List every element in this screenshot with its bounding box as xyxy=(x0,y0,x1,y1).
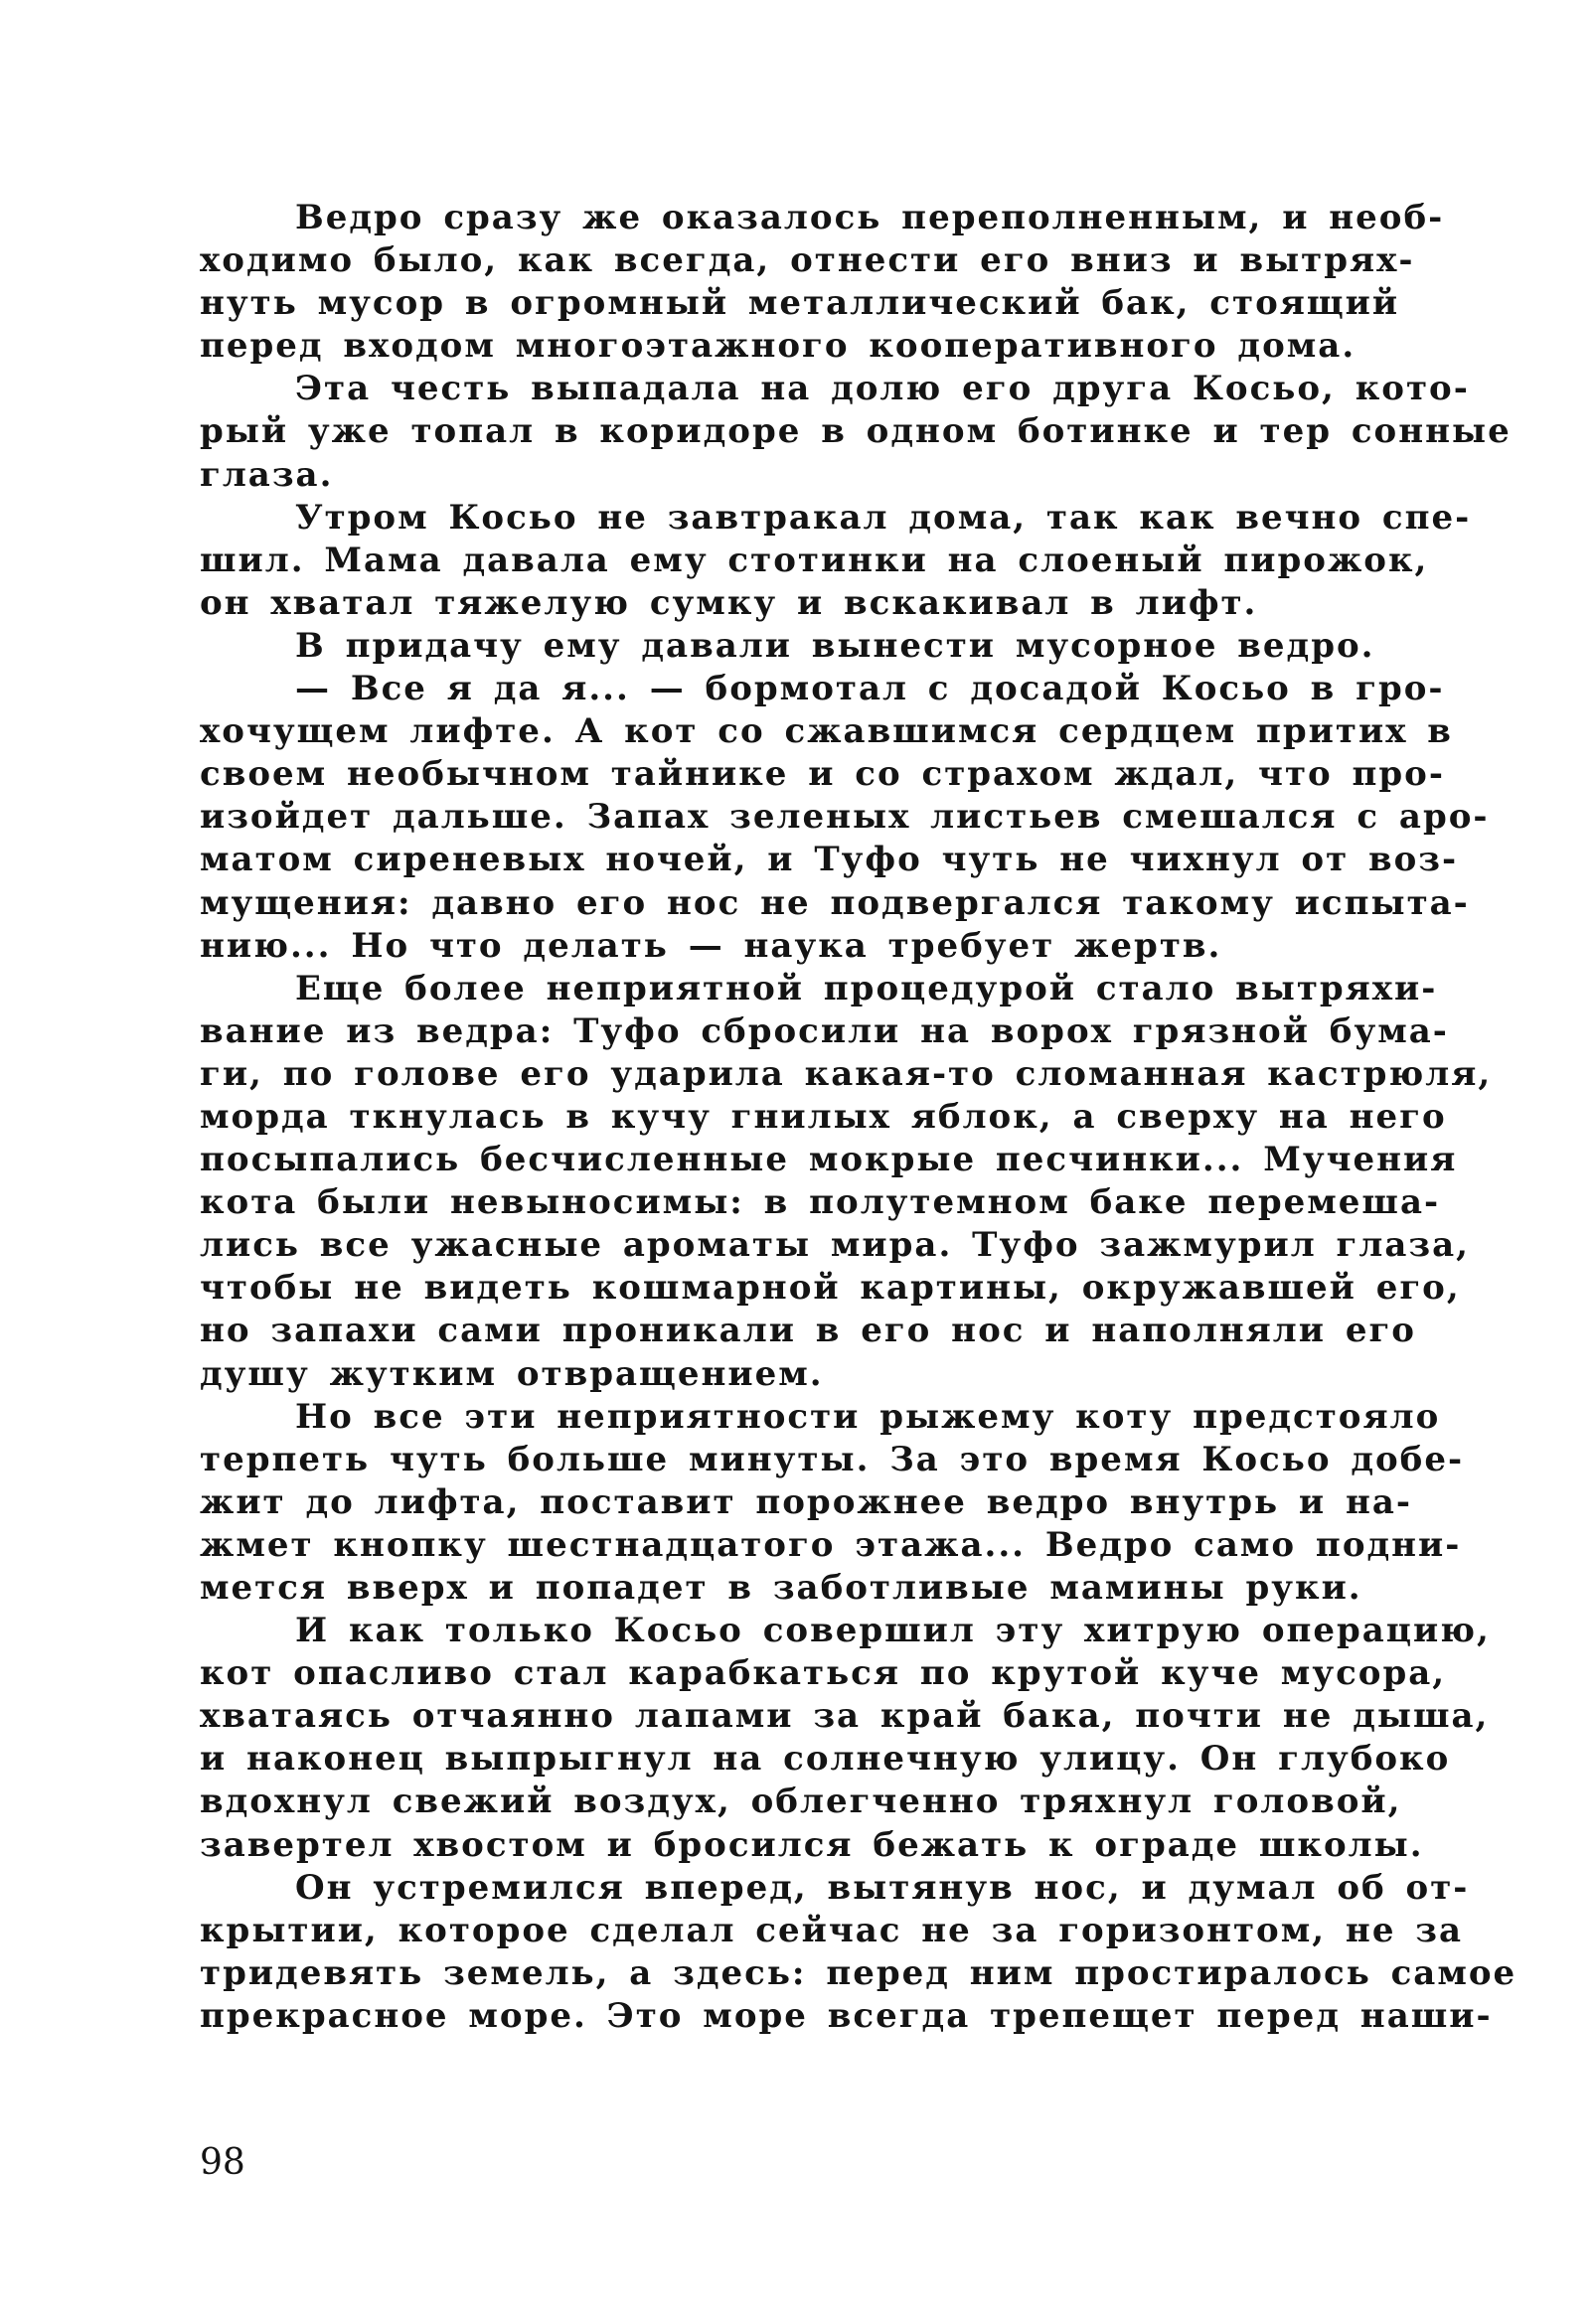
page-number: 98 xyxy=(200,2142,245,2183)
text-line: хочущем лифте. А кот со сжавшимся сердцем притих в xyxy=(200,711,1453,752)
text-line: мется вверх и попадет в заботливые мамины руки. xyxy=(200,1568,1362,1608)
text-line: нию... Но что делать — наука требует жертв. xyxy=(200,925,1222,966)
body-text xyxy=(200,197,1517,2038)
text-line: душу жутким отвращением. xyxy=(200,1353,824,1394)
text-line: изойдет дальше. Запах зеленых листьев смешался с аро- xyxy=(200,797,1490,838)
text-line: терпеть чуть больше минуты. За это время Косьо добе- xyxy=(200,1439,1465,1479)
text-line: И как только Косьо совершил эту хитрую операцию, xyxy=(295,1611,1491,1651)
text-line: посыпались бесчисленные мокрые песчинки... Мучения xyxy=(200,1140,1458,1180)
text-line: Но все эти неприятности рыжему коту предстояло xyxy=(295,1396,1441,1437)
text-line: — Все я да я... — бормотал с досадой Косьо в гро- xyxy=(295,669,1445,709)
text-line: жит до лифта, поставит порожнее ведро внутрь и на- xyxy=(200,1481,1413,1522)
text-line: чтобы не видеть кошмарной картины, окружавшей его, xyxy=(200,1268,1461,1309)
text-line: Еще более неприятной процедурой стало вытряхи- xyxy=(295,968,1438,1008)
text-line: глаза. xyxy=(200,454,334,495)
text-line: перед входом многоэтажного кооперативного дома. xyxy=(200,326,1357,367)
text-line: вдохнул свежий воздух, облегченно тряхнул головой, xyxy=(200,1782,1402,1822)
text-line: тридевять земель, а здесь: перед ним простиралось самое xyxy=(200,1952,1517,1993)
text-line: своем необычном тайнике и со страхом ждал, что про- xyxy=(200,754,1445,795)
text-line: матом сиреневых ночей, и Туфо чуть не чихнул от воз- xyxy=(200,840,1459,880)
text-line: морда ткнулась в кучу гнилых яблок, а сверху на него xyxy=(200,1096,1447,1137)
text-line: вание из ведра: Туфо сбросили на ворох грязной бума- xyxy=(200,1010,1449,1051)
text-line: кота были невыносимы: в полутемном баке перемеша- xyxy=(200,1182,1441,1223)
text-line: завертел хвостом и бросился бежать к ограде школы. xyxy=(200,1824,1424,1865)
text-line: он хватал тяжелую сумку и вскакивал в лифт. xyxy=(200,582,1258,623)
text-line: В придачу ему давали вынести мусорное ведро. xyxy=(295,625,1375,666)
text-line: ги, по голове его ударила какая-то сломанная кастрюля, xyxy=(200,1053,1493,1094)
text-line: лись все ужасные ароматы мира. Туфо зажмурил глаза, xyxy=(200,1225,1470,1266)
text-line: рый уже топал в коридоре в одном ботинке и тер сонные xyxy=(200,411,1512,452)
text-line: шил. Мама давала ему стотинки на слоеный пирожок, xyxy=(200,540,1429,580)
text-line: кот опасливо стал карабкаться по крутой куче мусора, xyxy=(200,1653,1447,1694)
text-line: Ведро сразу же оказалось переполненным, и необ- xyxy=(295,198,1445,237)
text-line: прекрасное море. Это море всегда трепещет перед наши- xyxy=(200,1995,1493,2036)
text-line: мущения: давно его нос не подвергался такому испыта- xyxy=(200,882,1470,923)
text-line: хватаясь отчаянно лапами за край бака, почти не дыша, xyxy=(200,1696,1490,1737)
text-line: крытии, которое сделал сейчас не за горизонтом, не за xyxy=(200,1910,1464,1950)
text-line: и наконец выпрыгнул на солнечную улицу. Он глубоко xyxy=(200,1739,1451,1780)
text-line: но запахи сами проникали в его нос и наполняли его xyxy=(200,1311,1416,1351)
text-line: жмет кнопку шестнадцатого этажа... Ведро само подни- xyxy=(200,1524,1462,1565)
text-line: Он устремился вперед, вытянув нос, и думал об от- xyxy=(295,1867,1470,1908)
text-line: нуть мусор в огромный металлический бак, стоящий xyxy=(200,283,1400,324)
text-line: ходимо было, как всегда, отнести его вниз и вытрях- xyxy=(200,240,1415,281)
text-line: Утром Косьо не завтракал дома, так как вечно спе- xyxy=(295,497,1472,538)
text-line: Эта честь выпадала на долю его друга Косьо, кото- xyxy=(295,369,1470,409)
